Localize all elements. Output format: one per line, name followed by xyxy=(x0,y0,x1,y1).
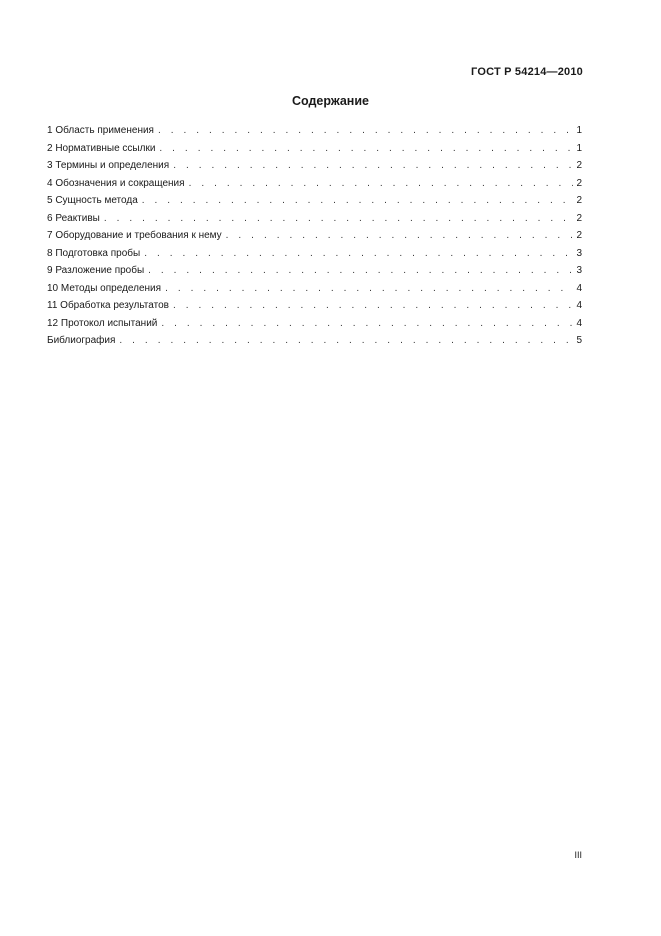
toc-entry-abbreviations[interactable] xyxy=(47,175,582,193)
toc-entry-label: 1 Область применения xyxy=(47,125,154,136)
table-of-contents xyxy=(47,122,582,350)
toc-entry-page: 5 xyxy=(576,335,582,346)
toc-entry-test-report[interactable] xyxy=(47,315,582,333)
toc-entry-results-processing[interactable] xyxy=(47,297,582,315)
toc-entry-label: 11 Обработка результатов xyxy=(47,300,169,311)
toc-entry-label: Библиография xyxy=(47,335,116,346)
toc-leader-dots xyxy=(226,227,574,245)
toc-entry-page: 4 xyxy=(576,282,582,294)
toc-entry-normative-references[interactable] xyxy=(47,140,582,158)
toc-leader-dots xyxy=(119,332,573,350)
toc-entry-bibliography[interactable] xyxy=(47,332,582,350)
toc-entry-page: 2 xyxy=(576,212,582,224)
page-number: III xyxy=(574,850,582,860)
toc-entry-sample-preparation[interactable] xyxy=(47,245,582,263)
toc-leader-dots xyxy=(173,157,573,175)
toc-entry-method-essence[interactable] xyxy=(47,192,582,210)
toc-leader-dots xyxy=(189,175,574,193)
toc-leader-dots xyxy=(161,315,573,333)
toc-title: Содержание xyxy=(291,94,369,108)
toc-entry-determination-methods[interactable] xyxy=(47,280,582,298)
toc-entry-label: 3 Термины и определения xyxy=(47,160,170,171)
toc-entry-label: 7 Оборудование и требования к нему xyxy=(47,230,222,241)
toc-entry-equipment[interactable] xyxy=(47,227,582,245)
toc-entry-label: 10 Методы определения xyxy=(47,282,162,294)
toc-leader-dots xyxy=(142,192,574,210)
toc-entry-page: 4 xyxy=(576,317,582,329)
toc-leader-dots xyxy=(173,297,573,315)
toc-entry-reagents[interactable] xyxy=(47,210,582,228)
toc-entry-page: 3 xyxy=(576,265,582,276)
toc-leader-dots xyxy=(144,245,573,263)
toc-entry-page: 2 xyxy=(576,160,582,171)
toc-entry-label: 2 Нормативные ссылки xyxy=(47,142,156,154)
toc-entry-terms[interactable] xyxy=(47,157,582,175)
toc-entry-label: 8 Подготовка пробы xyxy=(47,247,141,259)
toc-entry-page: 4 xyxy=(576,300,582,311)
toc-entry-label: 6 Реактивы xyxy=(47,212,100,224)
toc-entry-page: 2 xyxy=(576,195,582,206)
toc-entry-sample-decomposition[interactable] xyxy=(47,262,582,280)
toc-entry-page: 2 xyxy=(576,230,582,241)
document-code: ГОСТ Р 54214—2010 xyxy=(471,66,583,78)
toc-entry-page: 1 xyxy=(576,142,582,154)
toc-leader-dots xyxy=(148,262,573,280)
toc-leader-dots xyxy=(104,210,574,228)
toc-entry-label: 12 Протокол испытаний xyxy=(47,317,158,329)
toc-entry-page: 2 xyxy=(576,177,582,189)
toc-entry-label: 4 Обозначения и сокращения xyxy=(47,177,185,189)
toc-entry-page: 3 xyxy=(576,247,582,259)
toc-leader-dots xyxy=(158,122,573,140)
toc-leader-dots xyxy=(165,280,573,298)
toc-leader-dots xyxy=(159,140,573,158)
toc-entry-page: 1 xyxy=(576,125,582,136)
toc-entry-scope[interactable] xyxy=(47,122,582,140)
toc-entry-label: 5 Сущность метода xyxy=(47,195,138,206)
toc-entry-label: 9 Разложение пробы xyxy=(47,265,145,276)
